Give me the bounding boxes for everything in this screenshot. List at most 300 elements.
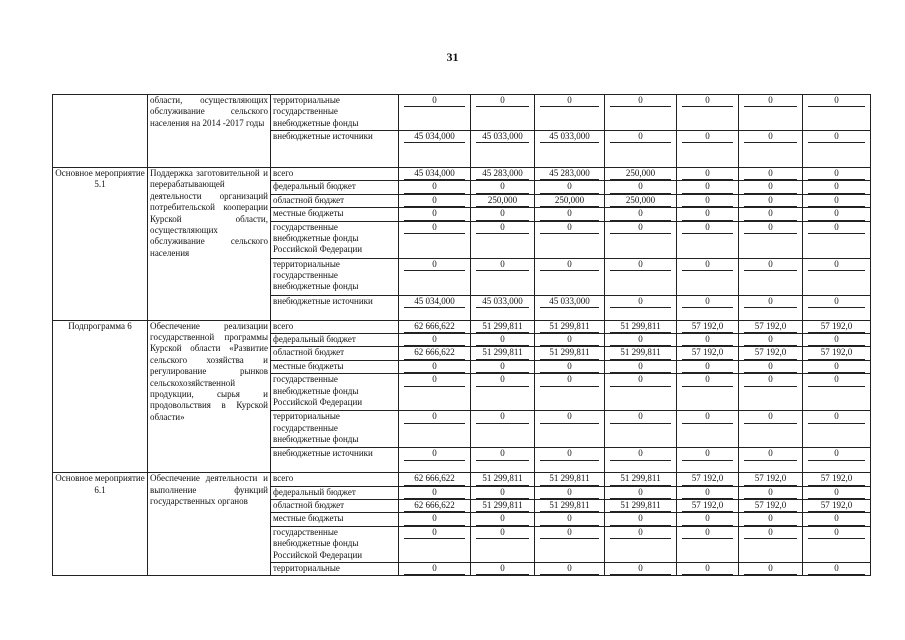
amount-value: 0 [476, 361, 529, 373]
amount-value: 51 299,811 [476, 347, 529, 359]
funding-source-cell: всего [271, 168, 399, 181]
amount-value: 0 [540, 222, 599, 234]
amount-cell [535, 258, 605, 295]
amount-value: 62 666,622 [404, 321, 465, 333]
amount-value: 0 [540, 527, 599, 539]
funding-source-cell: областной бюджет [271, 194, 399, 207]
amount-value: 0 [404, 334, 465, 346]
amount-cell [535, 486, 605, 499]
amount-cell [471, 131, 535, 168]
amount-cell [739, 334, 803, 347]
amount-value: 0 [404, 259, 465, 271]
amount-cell [605, 500, 677, 513]
amount-value: 51 299,811 [610, 500, 671, 512]
funding-source-cell: местные бюджеты [271, 360, 399, 373]
amount-value: 0 [682, 296, 733, 308]
amount-cell [677, 526, 739, 562]
amount-cell [739, 221, 803, 258]
amount-cell [677, 194, 739, 207]
program-description-cell: Обеспечение деятельности и выполнение функций государственных органов [148, 473, 271, 576]
amount-cell [605, 295, 677, 320]
amount-cell [677, 500, 739, 513]
amount-cell [605, 208, 677, 221]
amount-value: 0 [744, 361, 797, 373]
amount-value: 62 666,622 [404, 347, 465, 359]
amount-value: 0 [610, 296, 671, 308]
amount-value: 51 299,811 [476, 500, 529, 512]
amount-value: 0 [540, 513, 599, 525]
amount-value: 0 [808, 527, 865, 539]
amount-value: 45 033,000 [540, 296, 599, 308]
funding-source-cell: областной бюджет [271, 347, 399, 360]
amount-cell [803, 320, 871, 333]
amount-cell [535, 221, 605, 258]
amount-value: 0 [540, 487, 599, 499]
amount-value: 0 [404, 361, 465, 373]
amount-value: 57 192,0 [744, 473, 797, 485]
amount-cell [471, 208, 535, 221]
amount-value: 0 [808, 374, 865, 386]
amount-value: 45 034,000 [404, 296, 465, 308]
amount-cell [803, 411, 871, 448]
amount-value: 0 [404, 195, 465, 207]
amount-cell [739, 500, 803, 513]
amount-cell [471, 562, 535, 575]
amount-cell [677, 486, 739, 499]
amount-value: 0 [540, 181, 599, 193]
amount-cell [605, 473, 677, 486]
amount-value: 250,000 [610, 168, 671, 180]
amount-cell [677, 258, 739, 295]
amount-cell [471, 448, 535, 473]
amount-cell [803, 221, 871, 258]
amount-value: 0 [682, 487, 733, 499]
amount-value: 0 [540, 563, 599, 575]
amount-value: 0 [476, 334, 529, 346]
amount-value: 62 666,622 [404, 473, 465, 485]
amount-cell [739, 258, 803, 295]
amount-cell [739, 374, 803, 411]
amount-value: 0 [476, 448, 529, 460]
funding-source-cell: внебюджетные источники [271, 295, 399, 320]
amount-cell [677, 320, 739, 333]
amount-cell [535, 131, 605, 168]
amount-cell [677, 448, 739, 473]
amount-cell [399, 221, 471, 258]
amount-value: 0 [610, 448, 671, 460]
amount-cell [803, 295, 871, 320]
amount-cell [399, 208, 471, 221]
amount-value: 57 192,0 [682, 321, 733, 333]
funding-source-cell: территориальные государственные внебюджетные фонды [271, 411, 399, 448]
program-name-cell: Подпрограмма 6 [53, 320, 148, 473]
funding-source-cell: федеральный бюджет [271, 486, 399, 499]
amount-cell [535, 526, 605, 562]
amount-cell [739, 513, 803, 526]
amount-value: 0 [476, 374, 529, 386]
amount-value: 0 [682, 448, 733, 460]
amount-cell [605, 221, 677, 258]
amount-cell [677, 473, 739, 486]
amount-cell [471, 486, 535, 499]
amount-cell [803, 448, 871, 473]
amount-cell [535, 347, 605, 360]
amount-value: 51 299,811 [476, 321, 529, 333]
amount-value: 0 [744, 95, 797, 107]
amount-value: 57 192,0 [808, 473, 865, 485]
amount-value: 0 [404, 208, 465, 220]
amount-cell [399, 295, 471, 320]
amount-cell [535, 360, 605, 373]
amount-cell [739, 411, 803, 448]
amount-cell [471, 258, 535, 295]
amount-cell [535, 320, 605, 333]
amount-value: 51 299,811 [540, 473, 599, 485]
amount-cell [677, 295, 739, 320]
amount-cell [677, 168, 739, 181]
amount-value: 0 [540, 411, 599, 423]
amount-cell [605, 131, 677, 168]
amount-value: 0 [610, 487, 671, 499]
amount-cell [399, 347, 471, 360]
amount-value: 0 [610, 334, 671, 346]
amount-cell [739, 473, 803, 486]
amount-value: 0 [808, 131, 865, 143]
amount-value: 0 [610, 181, 671, 193]
amount-value: 0 [476, 222, 529, 234]
amount-cell [803, 347, 871, 360]
amount-cell [677, 95, 739, 131]
amount-value: 0 [808, 411, 865, 423]
amount-value: 57 192,0 [808, 500, 865, 512]
amount-value: 0 [808, 361, 865, 373]
amount-value: 0 [540, 448, 599, 460]
amount-value: 0 [744, 181, 797, 193]
amount-cell [739, 526, 803, 562]
amount-value: 0 [744, 195, 797, 207]
amount-value: 0 [808, 208, 865, 220]
amount-value: 0 [808, 563, 865, 575]
amount-cell [471, 334, 535, 347]
amount-value: 0 [404, 513, 465, 525]
amount-value: 57 192,0 [744, 321, 797, 333]
amount-value: 0 [808, 95, 865, 107]
amount-value: 0 [610, 95, 671, 107]
amount-value: 0 [744, 296, 797, 308]
funding-source-cell: территориальные [271, 562, 399, 575]
amount-value: 57 192,0 [682, 347, 733, 359]
amount-value: 0 [744, 334, 797, 346]
amount-cell [739, 194, 803, 207]
amount-cell [739, 360, 803, 373]
amount-cell [739, 295, 803, 320]
program-name-cell [53, 95, 148, 168]
amount-cell [803, 334, 871, 347]
amount-cell [399, 448, 471, 473]
amount-cell [605, 513, 677, 526]
amount-cell [803, 374, 871, 411]
amount-value: 57 192,0 [744, 500, 797, 512]
amount-value: 0 [808, 513, 865, 525]
amount-value: 0 [404, 411, 465, 423]
amount-value: 0 [682, 222, 733, 234]
amount-cell [399, 95, 471, 131]
amount-cell [605, 320, 677, 333]
amount-cell [471, 194, 535, 207]
amount-value: 0 [682, 208, 733, 220]
amount-cell [677, 513, 739, 526]
amount-cell [535, 562, 605, 575]
amount-value: 0 [808, 168, 865, 180]
amount-cell [399, 411, 471, 448]
amount-value: 0 [808, 334, 865, 346]
amount-value: 0 [404, 95, 465, 107]
amount-cell [471, 95, 535, 131]
amount-value: 57 192,0 [808, 347, 865, 359]
amount-cell [535, 334, 605, 347]
amount-cell [739, 320, 803, 333]
amount-value: 0 [682, 563, 733, 575]
amount-cell [739, 486, 803, 499]
amount-value: 0 [610, 208, 671, 220]
amount-value: 0 [476, 95, 529, 107]
amount-cell [605, 526, 677, 562]
amount-cell [471, 526, 535, 562]
amount-value: 57 192,0 [682, 500, 733, 512]
amount-value: 0 [682, 168, 733, 180]
amount-value: 0 [682, 181, 733, 193]
amount-value: 0 [744, 374, 797, 386]
amount-cell [605, 168, 677, 181]
amount-cell [605, 448, 677, 473]
amount-cell [471, 473, 535, 486]
program-description-cell: области, осуществляющих обслуживание сельского населения на 2014 -2017 годы [148, 95, 271, 168]
amount-value: 0 [808, 181, 865, 193]
amount-cell [677, 347, 739, 360]
budget-table-body [53, 95, 871, 576]
amount-cell [677, 360, 739, 373]
amount-value: 45 033,000 [476, 131, 529, 143]
amount-value: 0 [808, 259, 865, 271]
amount-cell [677, 181, 739, 194]
amount-cell [803, 526, 871, 562]
amount-cell [739, 448, 803, 473]
amount-cell [605, 194, 677, 207]
table-row [53, 320, 871, 333]
amount-cell [739, 562, 803, 575]
funding-source-cell: местные бюджеты [271, 513, 399, 526]
amount-value: 0 [540, 361, 599, 373]
funding-source-cell: всего [271, 320, 399, 333]
amount-cell [535, 374, 605, 411]
amount-value: 45 283,000 [476, 168, 529, 180]
amount-value: 0 [610, 361, 671, 373]
amount-cell [605, 360, 677, 373]
amount-value: 0 [476, 527, 529, 539]
amount-cell [399, 194, 471, 207]
amount-cell [471, 500, 535, 513]
amount-value: 0 [540, 95, 599, 107]
amount-cell [471, 347, 535, 360]
amount-value: 57 192,0 [808, 321, 865, 333]
amount-value: 0 [744, 513, 797, 525]
amount-value: 0 [744, 208, 797, 220]
amount-cell [399, 168, 471, 181]
amount-cell [803, 258, 871, 295]
amount-value: 0 [808, 448, 865, 460]
table-row [53, 95, 871, 131]
amount-value: 0 [808, 487, 865, 499]
amount-value: 0 [610, 131, 671, 143]
amount-value: 0 [404, 448, 465, 460]
amount-cell [399, 500, 471, 513]
amount-value: 0 [540, 374, 599, 386]
funding-source-cell: федеральный бюджет [271, 334, 399, 347]
amount-cell [399, 258, 471, 295]
funding-source-cell: внебюджетные источники [271, 131, 399, 168]
amount-value: 0 [476, 411, 529, 423]
amount-cell [803, 500, 871, 513]
amount-value: 0 [744, 411, 797, 423]
amount-value: 57 192,0 [682, 473, 733, 485]
amount-cell [803, 562, 871, 575]
amount-cell [803, 208, 871, 221]
amount-value: 0 [682, 411, 733, 423]
amount-cell [605, 258, 677, 295]
amount-value: 45 033,000 [540, 131, 599, 143]
amount-cell [605, 334, 677, 347]
amount-value: 0 [610, 411, 671, 423]
funding-source-cell: государственные внебюджетные фонды Российской Федерации [271, 374, 399, 411]
amount-value: 0 [610, 259, 671, 271]
funding-source-cell: федеральный бюджет [271, 181, 399, 194]
amount-value: 0 [404, 527, 465, 539]
amount-cell [803, 473, 871, 486]
amount-value: 0 [808, 222, 865, 234]
amount-value: 0 [682, 334, 733, 346]
amount-cell [605, 95, 677, 131]
table-row [53, 168, 871, 181]
amount-value: 0 [476, 513, 529, 525]
amount-cell [803, 194, 871, 207]
program-description-cell: Поддержка заготовительной и перерабатывающей деятельности организаций потребительской кооперации Курской области, осуществляющих обслуживание сельского населения [148, 168, 271, 321]
amount-cell [535, 168, 605, 181]
amount-cell [535, 194, 605, 207]
amount-value: 250,000 [476, 195, 529, 207]
amount-cell [605, 562, 677, 575]
amount-value: 62 666,622 [404, 500, 465, 512]
amount-cell [605, 347, 677, 360]
amount-value: 250,000 [610, 195, 671, 207]
program-name-cell: Основное мероприятие 6.1 [53, 473, 148, 576]
amount-value: 0 [540, 208, 599, 220]
amount-value: 0 [682, 259, 733, 271]
amount-value: 0 [808, 296, 865, 308]
amount-cell [535, 181, 605, 194]
amount-cell [399, 513, 471, 526]
amount-value: 51 299,811 [540, 321, 599, 333]
amount-cell [677, 562, 739, 575]
amount-value: 0 [540, 259, 599, 271]
amount-cell [399, 360, 471, 373]
amount-value: 0 [404, 487, 465, 499]
amount-value: 0 [744, 131, 797, 143]
amount-value: 51 299,811 [540, 347, 599, 359]
amount-value: 0 [476, 208, 529, 220]
amount-cell [803, 513, 871, 526]
amount-value: 51 299,811 [610, 321, 671, 333]
amount-cell [677, 374, 739, 411]
amount-value: 0 [476, 487, 529, 499]
amount-cell [605, 374, 677, 411]
amount-value: 0 [682, 195, 733, 207]
amount-value: 45 034,000 [404, 131, 465, 143]
funding-source-cell: внебюджетные источники [271, 448, 399, 473]
amount-cell [535, 208, 605, 221]
amount-cell [471, 168, 535, 181]
amount-value: 0 [404, 374, 465, 386]
amount-cell [677, 131, 739, 168]
amount-cell [471, 513, 535, 526]
amount-value: 51 299,811 [610, 473, 671, 485]
amount-cell [535, 411, 605, 448]
amount-value: 0 [744, 487, 797, 499]
funding-source-cell: местные бюджеты [271, 208, 399, 221]
amount-cell [471, 181, 535, 194]
amount-value: 0 [404, 222, 465, 234]
amount-value: 0 [476, 259, 529, 271]
program-name-cell: Основное мероприятие 5.1 [53, 168, 148, 321]
amount-value: 0 [610, 374, 671, 386]
amount-value: 45 033,000 [476, 296, 529, 308]
amount-value: 0 [404, 563, 465, 575]
amount-cell [739, 208, 803, 221]
budget-table [52, 94, 871, 576]
amount-cell [535, 95, 605, 131]
amount-cell [605, 486, 677, 499]
amount-cell [803, 131, 871, 168]
amount-value: 0 [808, 195, 865, 207]
amount-cell [677, 334, 739, 347]
amount-cell [399, 486, 471, 499]
funding-source-cell: всего [271, 473, 399, 486]
amount-value: 0 [610, 513, 671, 525]
amount-cell [535, 448, 605, 473]
amount-cell [471, 295, 535, 320]
table-row [53, 473, 871, 486]
amount-cell [535, 500, 605, 513]
funding-source-cell: областной бюджет [271, 500, 399, 513]
amount-cell [399, 562, 471, 575]
amount-cell [605, 411, 677, 448]
amount-cell [677, 411, 739, 448]
amount-cell [471, 221, 535, 258]
amount-value: 0 [744, 168, 797, 180]
amount-cell [739, 168, 803, 181]
amount-value: 0 [682, 374, 733, 386]
funding-source-cell: территориальные государственные внебюджетные фонды [271, 95, 399, 131]
amount-value: 0 [744, 563, 797, 575]
amount-cell [399, 526, 471, 562]
amount-cell [471, 360, 535, 373]
amount-cell [471, 411, 535, 448]
amount-value: 0 [682, 361, 733, 373]
amount-value: 0 [744, 448, 797, 460]
amount-cell [605, 181, 677, 194]
amount-cell [803, 360, 871, 373]
funding-source-cell: территориальные государственные внебюджетные фонды [271, 258, 399, 295]
funding-source-cell: государственные внебюджетные фонды Российской Федерации [271, 526, 399, 562]
